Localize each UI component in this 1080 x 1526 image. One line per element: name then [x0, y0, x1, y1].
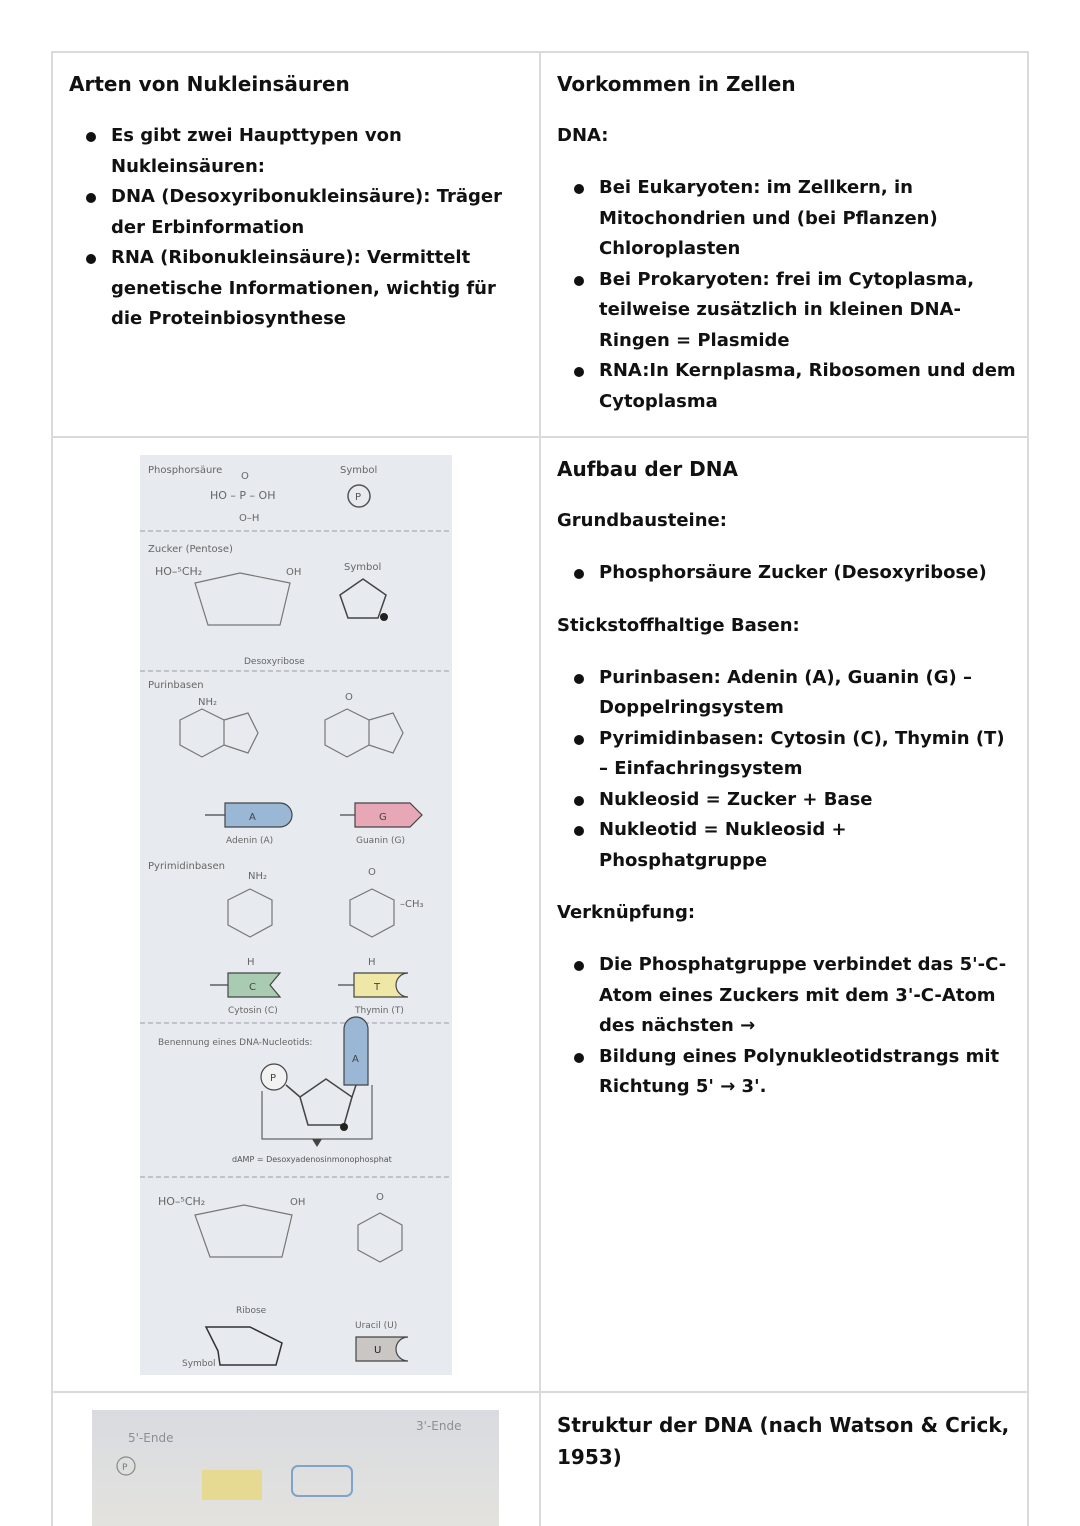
table-border-right	[1027, 51, 1029, 1526]
nucleotide-sugar-icon	[286, 1079, 352, 1125]
nucleotide-bracket	[262, 1085, 372, 1139]
ribose-label: Ribose	[236, 1306, 267, 1316]
cell-struktur	[557, 1409, 1019, 1526]
arten-list	[69, 121, 529, 335]
adenin-letter: A	[249, 812, 256, 823]
heading-arten: Arten von Nukleinsäuren	[69, 72, 350, 96]
notes-table	[51, 51, 1029, 1526]
heading-aufbau: Aufbau der DNA	[557, 457, 738, 481]
guanin-label: Guanin (G)	[356, 836, 405, 846]
phosphor-label: Phosphorsäure	[148, 465, 223, 476]
photo-yellow-block	[202, 1470, 262, 1500]
formula-ho-ch2-r: HO–⁵CH₂	[158, 1195, 206, 1208]
sugar-symbol-icon	[340, 579, 386, 618]
label-basen: Stickstoffhaltige Basen:	[557, 614, 800, 636]
row-divider-1	[51, 436, 1029, 438]
label-verknuepfung: Verknüpfung:	[557, 902, 696, 923]
formula-o-t: O	[368, 867, 376, 878]
uracil-shape-icon	[356, 1337, 408, 1361]
uracil-label: Uracil (U)	[355, 1321, 398, 1331]
formula-ch3: –CH₃	[400, 899, 424, 910]
nucleotide-arrow-icon	[312, 1139, 322, 1147]
formula-oh-r: OH	[290, 1197, 306, 1208]
thymin-letter: T	[374, 982, 381, 993]
arten-item: Es gibt zwei Haupttypen von Nukleinsäuren:	[69, 121, 529, 182]
dna-building-blocks-figure	[140, 455, 452, 1375]
thymine-structure-icon	[350, 889, 394, 937]
heading-vorkommen: Vorkommen in Zellen	[557, 72, 796, 96]
basen-item: Nukleosid = Zucker + Base	[557, 785, 1019, 816]
grundbausteine-item: Phosphorsäure Zucker (Desoxyribose)	[557, 558, 1019, 589]
table-border-left	[51, 51, 53, 1526]
cytosin-letter: C	[249, 982, 256, 993]
adenine-structure-icon	[180, 709, 258, 757]
nucleotide-label: Benennung eines DNA-Nucleotids:	[158, 1038, 313, 1048]
purin-label: Purinbasen	[148, 680, 204, 691]
thymin-shape-icon	[354, 973, 408, 997]
desoxyribose-label: Desoxyribose	[244, 657, 305, 667]
verknuepfung-item: Bildung eines Polynukleotidstrangs mit Richtung 5' → 3'.	[557, 1042, 1019, 1103]
ribose-ring-icon	[195, 1205, 292, 1257]
cell-arten	[69, 69, 529, 429]
formula-ho-ch2: HO–⁵CH₂	[155, 565, 203, 578]
strand-photo-svg	[92, 1410, 499, 1526]
verknuepfung-list	[557, 950, 1019, 1103]
nucleotide-phosphate-letter: P	[270, 1073, 277, 1084]
verknuepfung-item: Die Phosphatgruppe verbindet das 5'-C-Atom eines Zuckers mit dem 3'-C-Atom des nächsten →	[557, 950, 1019, 1042]
formula-h-c: H	[247, 957, 255, 968]
ribose-symbol-icon	[206, 1327, 282, 1365]
basen-item: Pyrimidinbasen: Cytosin (C), Thymin (T) – Einfachringsystem	[557, 724, 1019, 785]
symbol-label-3: Symbol	[182, 1359, 216, 1369]
photo-phosphate-letter: P	[122, 1463, 128, 1473]
basen-item: Nukleotid = Nukleosid + Phosphatgruppe	[557, 815, 1019, 876]
vorkommen-item: RNA:In Kernplasma, Ribosomen und dem Cytoplasma	[557, 356, 1019, 417]
uracil-letter: U	[374, 1345, 382, 1356]
adenin-shape-icon	[225, 803, 292, 827]
sugar-ring-icon	[195, 573, 290, 625]
sugar-symbol-dot	[380, 613, 388, 621]
pyrimidin-label: Pyrimidinbasen	[148, 861, 225, 872]
table-border-middle	[539, 51, 541, 1526]
label-dna: DNA:	[557, 125, 609, 146]
nucleotide-base-icon	[344, 1017, 368, 1085]
formula-o: O	[241, 471, 249, 482]
arten-item: RNA (Ribonukleinsäure): Vermittelt genetische Informationen, wichtig für die Proteinbiosynthese	[69, 243, 529, 335]
formula-nh2-c: NH₂	[248, 871, 268, 882]
symbol-label-2: Symbol	[344, 562, 382, 573]
guanin-letter: G	[379, 812, 387, 823]
heading-struktur: Struktur der DNA (nach Watson & Crick, 1953)	[557, 1413, 1010, 1469]
cytosin-label: Cytosin (C)	[228, 1006, 278, 1016]
basen-list	[557, 663, 1019, 877]
cell-vorkommen	[557, 69, 1019, 429]
symbol-label-1: Symbol	[340, 465, 378, 476]
sugar-label: Zucker (Pentose)	[148, 544, 233, 555]
basen-item: Purinbasen: Adenin (A), Guanin (G) – Doppelringsystem	[557, 663, 1019, 724]
nucleotide-dot	[340, 1123, 348, 1131]
nucleotide-base-letter: A	[352, 1054, 359, 1065]
row-divider-2	[51, 1391, 1029, 1393]
table-border-top	[51, 51, 1029, 53]
formula-oh: O–H	[239, 513, 260, 524]
nucleotide-bond	[352, 1085, 356, 1097]
thymin-label: Thymin (T)	[355, 1006, 404, 1016]
grundbausteine-list	[557, 558, 1019, 589]
formula-nh2-a: NH₂	[198, 697, 218, 708]
cytosine-structure-icon	[228, 889, 272, 937]
damp-label: dAMP = Desoxyadenosinmonophosphat	[232, 1155, 392, 1164]
guanin-shape-icon	[355, 803, 422, 827]
formula-o-u: O	[376, 1192, 384, 1203]
phosphate-symbol-letter: P	[355, 492, 362, 503]
vorkommen-list	[557, 173, 1019, 417]
formula-h-t: H	[368, 957, 376, 968]
formula-oh-top: OH	[286, 567, 302, 578]
formula-o-g: O	[345, 692, 353, 703]
cell-aufbau	[557, 454, 1019, 1384]
photo-label-5-ende: 5'-Ende	[128, 1431, 174, 1445]
label-grundbausteine: Grundbausteine:	[557, 510, 727, 531]
uracil-structure-icon	[358, 1213, 402, 1262]
vorkommen-item: Bei Eukaryoten: im Zellkern, in Mitochondrien und (bei Pflanzen) Chloroplasten	[557, 173, 1019, 265]
photo-label-3-ende: 3'-Ende	[416, 1419, 462, 1433]
guanine-structure-icon	[325, 709, 403, 757]
figure-svg	[140, 455, 452, 1375]
adenin-label: Adenin (A)	[226, 836, 274, 846]
arten-item: DNA (Desoxyribonukleinsäure): Träger der Erbinformation	[69, 182, 529, 243]
photo-blue-block	[292, 1466, 352, 1496]
formula-phosphate: HO – P – OH	[210, 489, 276, 502]
vorkommen-item: Bei Prokaryoten: frei im Cytoplasma, teilweise zusätzlich in kleinen DNA-Ringen = Plasmide	[557, 265, 1019, 357]
dna-strand-photo	[92, 1410, 499, 1526]
